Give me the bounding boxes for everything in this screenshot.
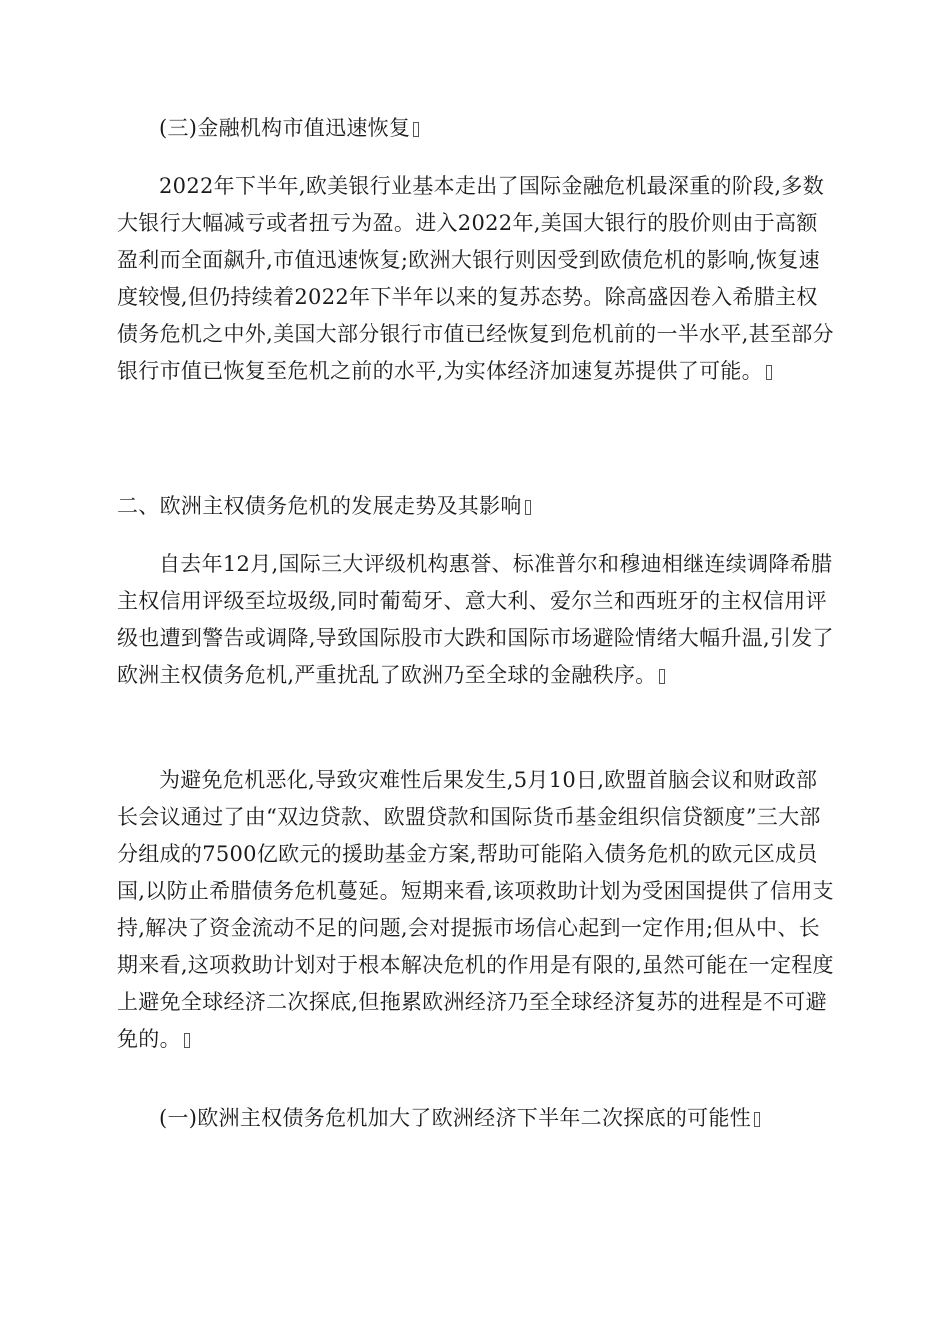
paragraph-mark-icon	[659, 669, 665, 684]
section-heading-debt-crisis	[117, 488, 837, 525]
paragraph-bank-recovery	[117, 168, 837, 390]
paragraph-mark-icon	[754, 1112, 760, 1127]
paragraph-text: 自去年12月,国际三大评级机构惠誉、标准普尔和穆迪相继连续调降希腊主权信用评级至垃圾级,同时葡萄牙、意大利、爱尔兰和西班牙的主权信用评级也遭到警告或调降,导致国际股市大跌和国际市场避险情绪大幅升温,引发了欧洲主权债务危机,严重扰乱了欧洲乃至全球的金融秩序。	[117, 552, 834, 687]
section-heading-financial-institutions	[117, 110, 837, 147]
paragraph-text: 二、欧洲主权债务危机的发展走势及其影响	[117, 494, 522, 518]
paragraph-mark-icon	[413, 122, 419, 137]
section-heading-double-dip	[117, 1100, 837, 1137]
paragraph-text: (一)欧洲主权债务危机加大了欧洲经济下半年二次探底的可能性	[159, 1106, 752, 1130]
paragraph-text: 2022年下半年,欧美银行业基本走出了国际金融危机最深重的阶段,多数大银行大幅减亏或者扭亏为盈。进入2022年,美国大银行的股价则由于高额盈利而全面飙升,市值迅速恢复;欧洲大银行则因受到欧债危机的影响,恢复速度较慢,但仍持续着2022年下半年以来的复苏态势。除高盛因卷入希腊主权债务危机之中外,美国大部分银行市值已经恢复到危机前的一半水平,甚至部分银行市值已恢复至危机之前的水平,为实体经济加速复苏提供了可能。	[117, 174, 834, 383]
paragraph-text: 为避免危机恶化,导致灾难性后果发生,5月10日,欧盟首脑会议和财政部长会议通过了由“双边贷款、欧盟贷款和国际货币基金组织信贷额度”三大部分组成的7500亿欧元的援助基金方案,帮助可能陷入债务危机的欧元区成员国,以防止希腊债务危机蔓延。短期来看,该项救助计划为受困国提供了信用支持,解决了资金流动不足的问题,会对提振市场信心起到一定作用;但从中、长期来看,这项救助计划对于根本解决危机的作用是有限的,虽然可能在一定程度上避免全球经济二次探底,但拖累欧洲经济乃至全球经济复苏的进程是不可避免的。	[117, 768, 834, 1051]
paragraph-mark-icon	[766, 365, 772, 380]
paragraph-rescue-plan	[117, 762, 837, 1058]
paragraph-text: (三)金融机构市值迅速恢复	[159, 116, 411, 140]
paragraph-credit-ratings	[117, 546, 837, 694]
paragraph-mark-icon	[525, 500, 531, 515]
paragraph-mark-icon	[184, 1033, 190, 1048]
